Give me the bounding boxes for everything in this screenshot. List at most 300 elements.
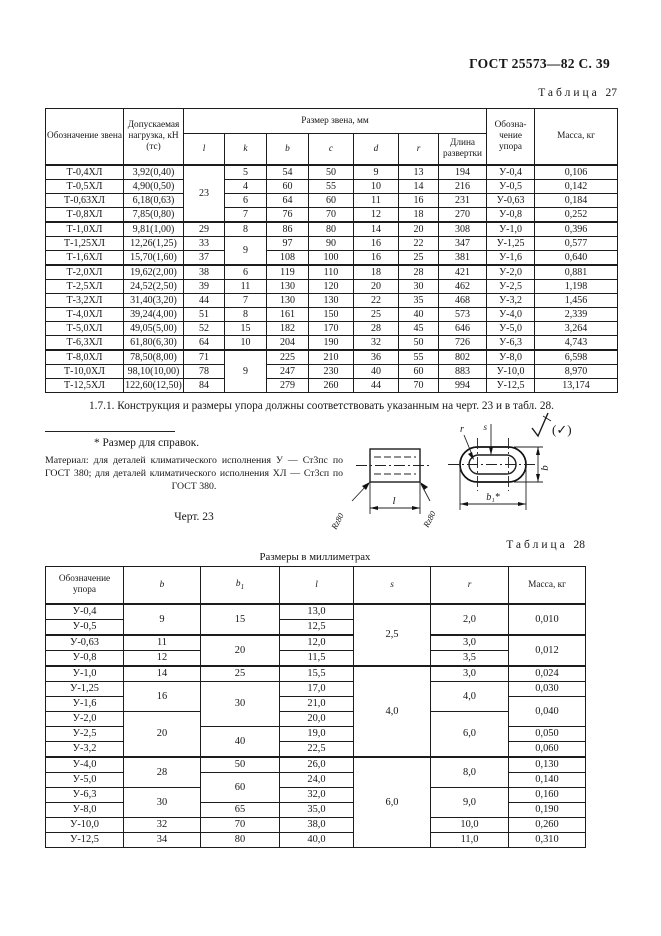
table-cell: 13,174	[535, 379, 618, 393]
table-cell: 25	[399, 251, 439, 266]
table-row	[46, 833, 586, 848]
table-cell: У-5,0	[46, 773, 124, 788]
table-cell: 9	[354, 165, 399, 180]
table-row	[46, 251, 618, 266]
table-cell: 49,05(5,00)	[124, 322, 184, 336]
table-header-cell: l	[184, 134, 225, 166]
table-cell: У-10,0	[46, 818, 124, 833]
table-cell: 3,5	[431, 651, 509, 667]
check-symbol	[532, 413, 548, 436]
table-cell: 2,339	[535, 308, 618, 322]
table-header-cell: Допускаемая нагрузка, кН (тс)	[124, 109, 184, 166]
table-cell: 20,0	[280, 712, 354, 727]
table-cell: 11,5	[280, 651, 354, 667]
table-cell: 17,0	[280, 682, 354, 697]
table-cell: 54	[267, 165, 309, 180]
dim-label-l: l	[392, 495, 396, 507]
table-cell: Т-12,5ХЛ	[46, 379, 124, 393]
material-note: Материал: для деталей климатического исполнения У — Ст3пс по ГОСТ 380; для деталей климатического исполнения ХЛ — Ст3сп по ГОСТ 380.	[45, 455, 343, 492]
table-cell: 308	[439, 222, 487, 237]
table-cell: У-0,4	[46, 604, 124, 620]
table-cell: 25	[201, 666, 280, 682]
table-cell: 110	[309, 265, 354, 280]
table-cell: 170	[309, 322, 354, 336]
table-cell: У-8,0	[46, 803, 124, 818]
table-cell: 279	[267, 379, 309, 393]
table-cell: У-8,0	[487, 350, 535, 365]
table-cell: 4	[225, 180, 267, 194]
table28-label-number: 28	[573, 539, 585, 551]
table-cell: 32	[354, 336, 399, 351]
table-cell: 60	[267, 180, 309, 194]
table27-label-word: Таблица	[538, 87, 600, 99]
arrowhead	[536, 474, 540, 482]
table-header-row	[46, 567, 586, 605]
stop-drawing-svg	[328, 402, 654, 544]
table-cell: 120	[309, 280, 354, 294]
table-cell: Т-3,2ХЛ	[46, 294, 124, 308]
table-cell: У-2,5	[487, 280, 535, 294]
table-row	[46, 280, 618, 294]
table-cell: 23	[184, 165, 225, 222]
table-cell: 16	[354, 237, 399, 251]
table-cell: 0,030	[509, 682, 586, 697]
table-cell: 14	[354, 222, 399, 237]
table-row	[46, 788, 586, 803]
table-cell: 51	[184, 308, 225, 322]
table-cell: 462	[439, 280, 487, 294]
table-cell: 39	[184, 280, 225, 294]
table-cell: 80	[309, 222, 354, 237]
table-cell: У-0,8	[46, 651, 124, 667]
table-cell: 32	[124, 818, 201, 833]
table-cell: У-1,6	[46, 697, 124, 712]
arrowhead	[370, 506, 378, 510]
table-cell: 18	[399, 208, 439, 223]
table-cell: 30	[124, 788, 201, 818]
table-header-cell: Обозначение упора	[46, 567, 124, 605]
table-cell: Т-10,0ХЛ	[46, 365, 124, 379]
table-cell: 16	[354, 251, 399, 266]
table-cell: 15	[225, 322, 267, 336]
table-cell: 12	[354, 208, 399, 223]
table-cell: 8	[225, 222, 267, 237]
table-cell: 3,92(0,40)	[124, 165, 184, 180]
side-view	[328, 449, 438, 532]
table-cell: 40	[354, 365, 399, 379]
table-cell: У-0,5	[487, 180, 535, 194]
table-cell: 15,70(1,60)	[124, 251, 184, 266]
table-cell: 7	[225, 294, 267, 308]
table-row	[46, 365, 618, 379]
table-cell: 4,90(0,50)	[124, 180, 184, 194]
table-row	[46, 757, 586, 773]
table-cell: 35	[399, 294, 439, 308]
table-header-cell: r	[431, 567, 509, 605]
table-cell: 6	[225, 194, 267, 208]
table-cell: У-2,0	[487, 265, 535, 280]
table-header-cell: k	[225, 134, 267, 166]
table-cell: У-0,63	[487, 194, 535, 208]
table-cell: 726	[439, 336, 487, 351]
table-cell: 2,5	[354, 604, 431, 666]
table-cell: 0,024	[509, 666, 586, 682]
table-row	[46, 165, 618, 180]
table-cell: 70	[201, 818, 280, 833]
table-cell: 9	[225, 350, 267, 393]
table-cell: 16	[399, 194, 439, 208]
table-cell: 210	[309, 350, 354, 365]
table-cell: 5	[225, 165, 267, 180]
table-cell: 22	[354, 294, 399, 308]
table-row	[46, 237, 618, 251]
table-cell: 78	[184, 365, 225, 379]
table-cell: 3,0	[431, 666, 509, 682]
table-cell: 37	[184, 251, 225, 266]
table-cell: 0,881	[535, 265, 618, 280]
table-row	[46, 712, 586, 727]
table-cell: 90	[309, 237, 354, 251]
table-header-cell: b	[124, 567, 201, 605]
table-header-cell: b	[267, 134, 309, 166]
table-cell: 0,190	[509, 803, 586, 818]
table-cell: 6,598	[535, 350, 618, 365]
table-cell: 802	[439, 350, 487, 365]
table-cell: 20	[399, 222, 439, 237]
table27-label	[538, 87, 617, 99]
table-cell: 6,18(0,63)	[124, 194, 184, 208]
table-cell: 78,50(8,00)	[124, 350, 184, 365]
table-cell: 19,0	[280, 727, 354, 742]
table-row	[46, 666, 586, 682]
surface-finish-mark	[532, 413, 572, 437]
footnote-divider	[45, 431, 175, 432]
table-cell: 22,5	[280, 742, 354, 758]
table-cell: 230	[309, 365, 354, 379]
table-cell: 6,0	[431, 712, 509, 758]
arrowhead	[518, 502, 526, 506]
table-cell: 31,40(3,20)	[124, 294, 184, 308]
table-header-cell: $b_1$	[201, 567, 280, 605]
table-cell: У-4,0	[487, 308, 535, 322]
table-cell: 12,0	[280, 635, 354, 651]
table-cell: 0,050	[509, 727, 586, 742]
table-cell: 12,26(1,25)	[124, 237, 184, 251]
table-row	[46, 604, 586, 620]
dim-label-b1: b₁*	[486, 492, 500, 503]
table-cell: 61,80(6,30)	[124, 336, 184, 351]
roughness-label-left: Rz80	[328, 511, 346, 531]
table-cell: 29	[184, 222, 225, 237]
table-cell: Т-6,3ХЛ	[46, 336, 124, 351]
table-cell: 24,0	[280, 773, 354, 788]
table-cell: 50	[201, 757, 280, 773]
table-header-cell: s	[354, 567, 431, 605]
table-cell: Т-1,6ХЛ	[46, 251, 124, 266]
table-cell: 20	[354, 280, 399, 294]
table-cell: Т-1,25ХЛ	[46, 237, 124, 251]
table-cell: 16	[124, 682, 201, 712]
table-cell: 15	[201, 604, 280, 635]
table-cell: У-12,5	[487, 379, 535, 393]
table-cell: 11	[354, 194, 399, 208]
table-row	[46, 682, 586, 697]
table-cell: 194	[439, 165, 487, 180]
table-cell: 108	[267, 251, 309, 266]
table-cell: 64	[184, 336, 225, 351]
table-cell: 39,24(4,00)	[124, 308, 184, 322]
table-cell: 0,060	[509, 742, 586, 758]
finish-mark-text: (✓)	[552, 422, 572, 437]
table-cell: 40	[201, 727, 280, 758]
table-cell: 8	[225, 308, 267, 322]
table-27	[45, 108, 618, 393]
table-cell: 231	[439, 194, 487, 208]
table-cell: Т-8,0ХЛ	[46, 350, 124, 365]
dim-label-r: r	[460, 424, 464, 435]
table-cell: Т-0,8ХЛ	[46, 208, 124, 223]
table-header-cell: Размер звена, мм	[184, 109, 487, 134]
table-cell: 44	[184, 294, 225, 308]
table-cell: 9,81(1,00)	[124, 222, 184, 237]
front-view	[448, 422, 551, 510]
paragraph-1-7-1: 1.7.1. Конструкция и размеры упора должны соответствовать указанным на черт. 23 и в табл. 28.	[89, 400, 554, 412]
table-cell: 12	[124, 651, 201, 667]
table-cell: 468	[439, 294, 487, 308]
table-cell: 182	[267, 322, 309, 336]
table-cell: Т-0,4ХЛ	[46, 165, 124, 180]
table-header-cell: r	[399, 134, 439, 166]
table-row	[46, 336, 618, 351]
table-cell: 86	[267, 222, 309, 237]
table-row	[46, 818, 586, 833]
arrowhead	[536, 447, 540, 455]
table-cell: 646	[439, 322, 487, 336]
table-cell: У-1,0	[487, 222, 535, 237]
table-cell: 35,0	[280, 803, 354, 818]
table-row	[46, 379, 618, 393]
table-cell: 3,0	[431, 635, 509, 651]
table-cell: У-5,0	[487, 322, 535, 336]
table28-units-label: Размеры в миллиметрах	[259, 551, 371, 563]
table-cell: 204	[267, 336, 309, 351]
table-cell: У-6,3	[46, 788, 124, 803]
table-cell: 0,012	[509, 635, 586, 666]
table-cell: У-0,63	[46, 635, 124, 651]
arrowhead	[489, 447, 493, 455]
table-cell: 247	[267, 365, 309, 379]
table-cell: У-2,5	[46, 727, 124, 742]
table-cell: У-0,5	[46, 620, 124, 636]
arrowhead	[412, 506, 420, 510]
table-cell: 13	[399, 165, 439, 180]
footnote-text: * Размер для справок.	[94, 437, 200, 449]
table-cell: 38	[184, 265, 225, 280]
table-cell: 28	[354, 322, 399, 336]
table-cell: 14	[124, 666, 201, 682]
table-cell: 0,130	[509, 757, 586, 773]
table-cell: 100	[309, 251, 354, 266]
figure-23-drawing	[328, 402, 654, 544]
table-cell: 9,0	[431, 788, 509, 818]
table-cell: 25	[354, 308, 399, 322]
table-cell: 70	[399, 379, 439, 393]
table-cell: 18	[354, 265, 399, 280]
table-cell: 60	[201, 773, 280, 803]
table-row	[46, 308, 618, 322]
table-cell: 52	[184, 322, 225, 336]
table-cell: 55	[309, 180, 354, 194]
table-cell: 130	[267, 294, 309, 308]
table-28	[45, 566, 586, 848]
table-cell: 13,0	[280, 604, 354, 620]
table27-label-number: 27	[605, 87, 617, 99]
table-cell: 60	[309, 194, 354, 208]
table-cell: 0,010	[509, 604, 586, 635]
table-cell: 190	[309, 336, 354, 351]
table-cell: 34	[124, 833, 201, 848]
table-cell: 9	[124, 604, 201, 635]
table-cell: 14	[399, 180, 439, 194]
table-cell: 10	[354, 180, 399, 194]
table-cell: 883	[439, 365, 487, 379]
table-cell: 12,5	[280, 620, 354, 636]
table-cell: 216	[439, 180, 487, 194]
table-row	[46, 180, 618, 194]
table-cell: 36	[354, 350, 399, 365]
table28-label	[506, 539, 585, 551]
table-cell: 70	[309, 208, 354, 223]
table-row	[46, 651, 586, 667]
table-cell: 7	[225, 208, 267, 223]
table-cell: 50	[399, 336, 439, 351]
table-cell: 33	[184, 237, 225, 251]
table-cell: 60	[399, 365, 439, 379]
table-cell: У-3,2	[46, 742, 124, 758]
table-cell: 130	[309, 294, 354, 308]
table-header-cell: d	[354, 134, 399, 166]
table-cell: 0,252	[535, 208, 618, 223]
table-cell: 260	[309, 379, 354, 393]
table-cell: 6	[225, 265, 267, 280]
table-cell: 381	[439, 251, 487, 266]
table-cell: У-10,0	[487, 365, 535, 379]
table-cell: 994	[439, 379, 487, 393]
table-header-cell: Масса, кг	[509, 567, 586, 605]
table-cell: 21,0	[280, 697, 354, 712]
table-cell: 28	[399, 265, 439, 280]
table-cell: 80	[201, 833, 280, 848]
table-cell: Т-0,5ХЛ	[46, 180, 124, 194]
table-cell: 0,040	[509, 697, 586, 727]
table-cell: У-1,0	[46, 666, 124, 682]
figure-caption: Черт. 23	[174, 511, 214, 523]
table-cell: Т-2,5ХЛ	[46, 280, 124, 294]
table-cell: У-2,0	[46, 712, 124, 727]
table-cell: Т-5,0ХЛ	[46, 322, 124, 336]
table-cell: 0,640	[535, 251, 618, 266]
table-cell: 0,577	[535, 237, 618, 251]
table-cell: 38,0	[280, 818, 354, 833]
table-cell: У-0,8	[487, 208, 535, 223]
table-row	[46, 222, 618, 237]
table-cell: 1,198	[535, 280, 618, 294]
dim-label-s: s	[483, 422, 487, 432]
table-row	[46, 194, 618, 208]
table-cell: 8,0	[431, 757, 509, 788]
table-cell: 76	[267, 208, 309, 223]
table-cell: 45	[399, 322, 439, 336]
roughness-label-right: Rz80	[420, 509, 438, 529]
table-cell: 421	[439, 265, 487, 280]
table-row	[46, 294, 618, 308]
table-cell: У-1,25	[46, 682, 124, 697]
table-cell: 11	[124, 635, 201, 651]
table-cell: 130	[267, 280, 309, 294]
table-cell: Т-2,0ХЛ	[46, 265, 124, 280]
table-cell: Т-1,0ХЛ	[46, 222, 124, 237]
table-cell: У-6,3	[487, 336, 535, 351]
table-cell: У-1,6	[487, 251, 535, 266]
table-cell: 32,0	[280, 788, 354, 803]
table-cell: 10	[225, 336, 267, 351]
table-cell: 98,10(10,00)	[124, 365, 184, 379]
table-cell: 55	[399, 350, 439, 365]
table-cell: 11	[225, 280, 267, 294]
table-cell: У-3,2	[487, 294, 535, 308]
table-cell: 1,456	[535, 294, 618, 308]
table-cell: 11,0	[431, 833, 509, 848]
table-cell: 4,0	[354, 666, 431, 757]
table-row	[46, 635, 586, 651]
table-cell: 0,106	[535, 165, 618, 180]
table-cell: 30	[399, 280, 439, 294]
table-cell: 22	[399, 237, 439, 251]
table-cell: 0,310	[509, 833, 586, 848]
table-cell: 347	[439, 237, 487, 251]
table-cell: Т-4,0ХЛ	[46, 308, 124, 322]
table-cell: 0,184	[535, 194, 618, 208]
table-header-cell: l	[280, 567, 354, 605]
table-cell: 4,0	[431, 682, 509, 712]
page-header: ГОСТ 25573—82 С. 39	[469, 56, 610, 71]
table-cell: 0,260	[509, 818, 586, 833]
table-cell: 270	[439, 208, 487, 223]
table-cell: 122,60(12,50)	[125, 380, 182, 391]
arrowhead	[460, 502, 468, 506]
table-cell: Т-0,63ХЛ	[46, 194, 124, 208]
table-cell: 7,85(0,80)	[124, 208, 184, 223]
table-cell: 84	[184, 379, 225, 393]
table-cell: 50	[309, 165, 354, 180]
table-header-cell: Масса, кг	[535, 109, 618, 166]
table-cell: 30	[201, 682, 280, 727]
table-cell: 26,0	[280, 757, 354, 773]
table-cell: 0,140	[509, 773, 586, 788]
table-cell: 15,5	[280, 666, 354, 682]
table-cell: 225	[267, 350, 309, 365]
table-cell: 0,142	[535, 180, 618, 194]
table-cell: 0,396	[535, 222, 618, 237]
table-cell: У-4,0	[46, 757, 124, 773]
table-cell: 119	[267, 265, 309, 280]
table-cell: 573	[439, 308, 487, 322]
table-cell: 161	[267, 308, 309, 322]
table-cell: 0,160	[509, 788, 586, 803]
table-cell: 64	[267, 194, 309, 208]
table-row	[46, 208, 618, 223]
table-cell: 24,52(2,50)	[124, 280, 184, 294]
